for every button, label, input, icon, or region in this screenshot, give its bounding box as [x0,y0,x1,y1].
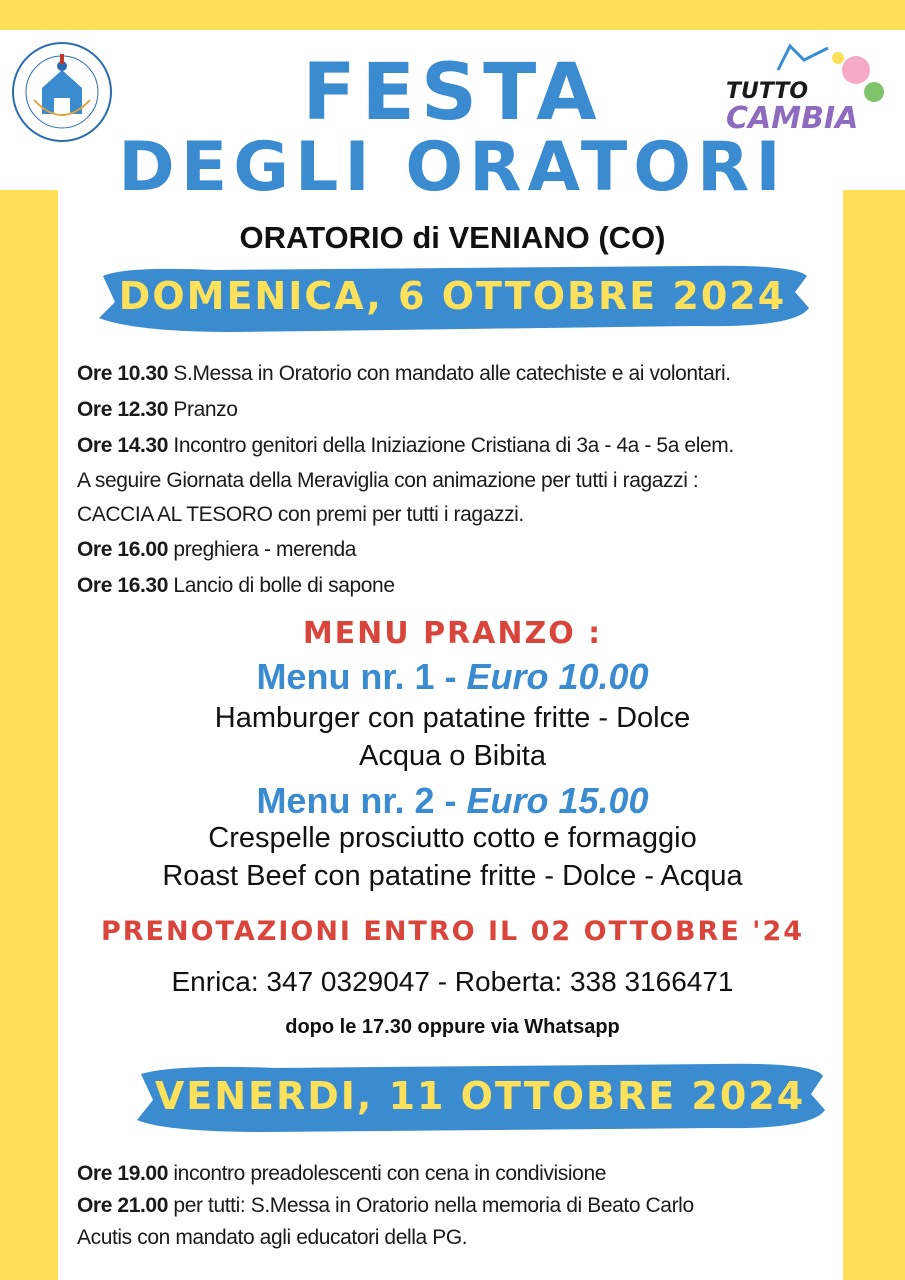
schedule-item: Ore 14.30 Incontro genitori della Iniziazione Cristiana di 3a - 4a - 5a elem. [77,434,734,457]
schedule-item: Ore 19.00 incontro preadolescenti con cena in condivisione [77,1162,607,1185]
schedule-item: Ore 21.00 per tutti: S.Messa in Oratorio nella memoria di Beato Carlo [77,1194,694,1217]
menu-heading: MENU PRANZO : [302,616,603,651]
schedule-item: Acutis con mandato agli educatori della PG. [77,1226,468,1249]
booking-note: dopo le 17.30 oppure via Whatsapp [285,1016,620,1038]
schedule-item: CACCIA AL TESORO con premi per tutti i ragazzi. [77,503,524,526]
menu2-line1: Crespelle prosciutto cotto e formaggio [208,822,697,854]
booking-deadline: PRENOTAZIONI ENTRO IL 02 OTTOBRE '24 [100,916,805,947]
menu1-line2: Acqua o Bibita [358,740,546,772]
day2-banner [135,1062,825,1134]
day2-banner-text: VENERDI, 11 OTTOBRE 2024 [154,1074,806,1118]
day1-schedule [77,356,857,604]
menu2-title: Menu nr. 2 - Euro 15.00 [256,780,649,821]
yellow-frame-top [0,0,905,30]
yellow-frame-left [0,190,58,1280]
schedule-item: Ore 12.30 Pranzo [77,398,238,421]
menu1-line1: Hamburger con patatine fritte - Dolce [214,702,691,734]
booking-contacts: Enrica: 347 0329047 - Roberta: 338 3166471 [171,966,734,997]
poster-title-line2: DEGLI ORATORI [118,128,787,207]
poster-title-line1: FESTA [302,48,603,138]
menu2-line2: Roast Beef con patatine fritte - Dolce - Acqua [162,860,743,892]
schedule-item: Ore 16.30 Lancio di bolle di sapone [77,574,395,597]
svg-text:CAMBIA: CAMBIA [726,101,859,136]
schedule-item: Ore 16.00 preghiera - merenda [77,538,357,561]
menu1-title: Menu nr. 1 - Euro 10.00 [256,656,649,697]
yellow-frame-right [843,190,905,1280]
poster-subtitle: ORATORIO di VENIANO (CO) [239,220,666,255]
day1-banner [95,262,810,334]
day1-banner-text: DOMENICA, 6 OTTOBRE 2024 [118,274,787,318]
day2-schedule [77,1158,857,1254]
svg-text:TUTTO: TUTTO [726,79,809,104]
schedule-item: A seguire Giornata della Meraviglia con animazione per tutti i ragazzi : [77,469,699,492]
schedule-item: Ore 10.30 S.Messa in Oratorio con mandato alle catechiste e ai volontari. [77,362,731,385]
